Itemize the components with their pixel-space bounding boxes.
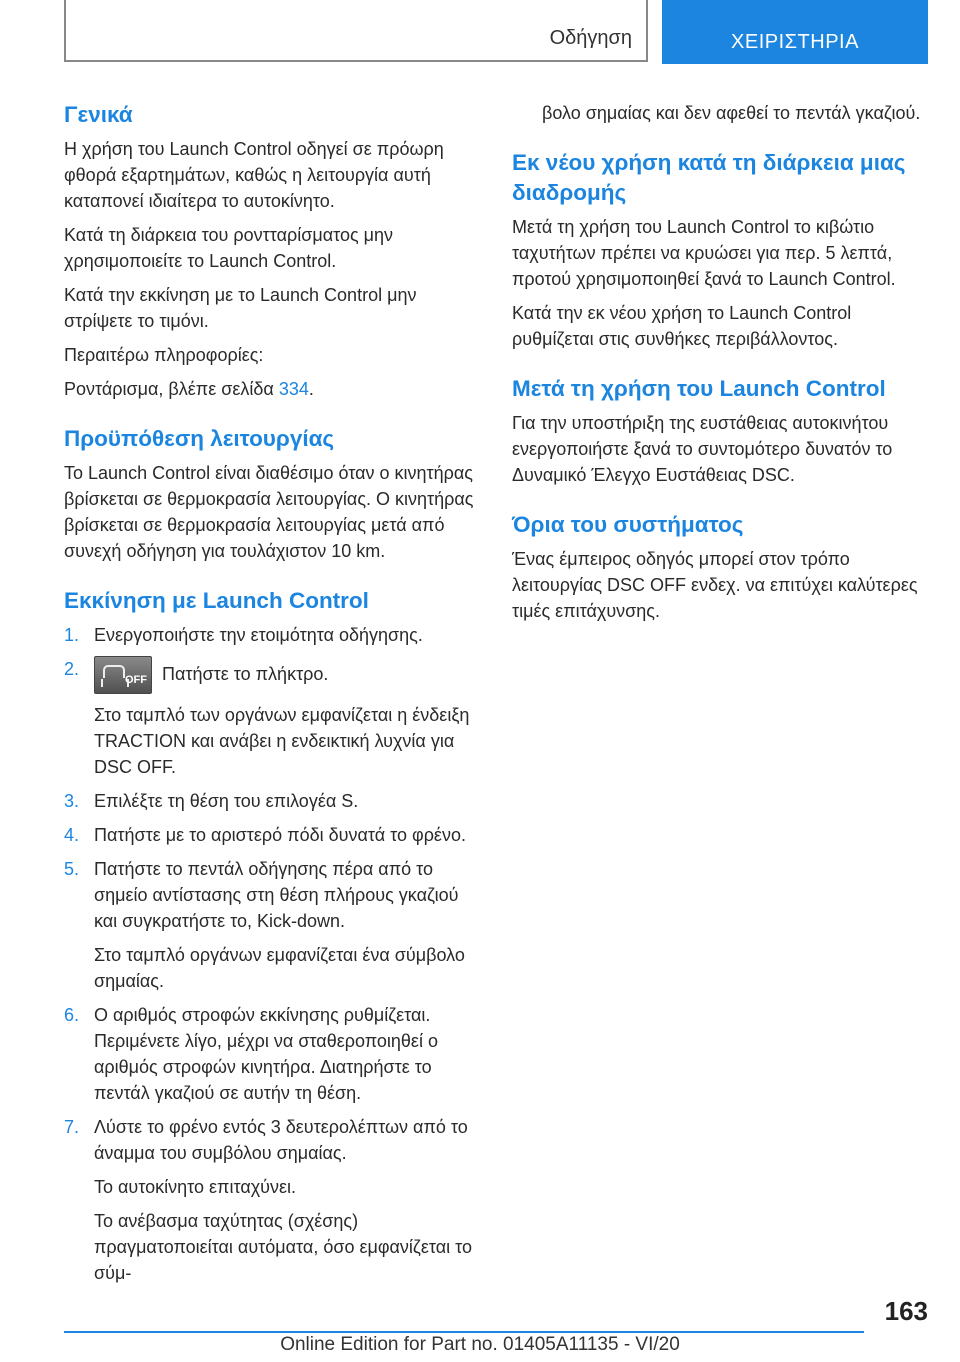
footer-divider [64,1331,864,1333]
step-note: Στο ταμπλό των οργάνων εμφανίζεται η ένδειξη TRACTION και ανάβει η ενδεικτική λυχνία για DSC OFF. [94,705,470,777]
limits-heading: Όρια του συστήματος [512,512,744,537]
continued-text [512,100,932,126]
step-text-row [94,656,484,694]
general-p5-text: Ροντάρισμα, βλέπε σελίδα [64,379,274,399]
page-number: 163 [884,1296,928,1326]
general-p1: Η χρήση του Launch Control οδηγεί σε πρόωρη φθορά εξαρτημάτων, καθώς η λειτουργία αυτή καταπονεί ιδιαίτερα το αυτοκίνητο. [64,139,444,211]
step-5 [64,856,484,994]
step-number: 1. [64,625,80,645]
step-number: 4. [64,825,80,845]
step-text: Επιλέξτε τη θέση του επιλογέα S. [94,791,359,811]
step-text: Πατήστε το πλήκτρο. [162,663,329,684]
step-text: Λύστε το φρένο εντός 3 δευτερολέπτων από το άναμμα του συμβόλου σημαίας. [94,1117,468,1163]
step-2 [64,656,484,780]
step-4 [64,822,484,848]
general-p4: Περαιτέρω πληροφορίες: [64,345,264,365]
page-header [64,0,928,64]
step-number: 7. [64,1117,80,1137]
chapter-tab [64,0,648,62]
step-number: 5. [64,859,80,879]
step-text: Πατήστε το πεντάλ οδήγησης πέρα από το σημείο αντίστασης στη θέση πλήρους γκαζιού και συγκρατήστε το, Kick-down. [94,859,459,931]
right-column [512,100,932,646]
step-number: 6. [64,1005,80,1025]
continued-p: βολο σημαίας και δεν αφεθεί το πεντάλ γκαζιού. [542,103,921,123]
general-p2: Κατά τη διάρκεια του ροντταρίσματος μην χρησιμοποιείτε το Launch Control. [64,225,394,271]
section-label: ΧΕΙΡΙΣΤΗΡΙΑ [731,31,859,53]
after-heading: Μετά τη χρήση του Launch Control [512,376,886,401]
step-number: 2. [64,659,80,679]
chapter-label: Οδήγηση [549,27,632,49]
after-p1: Για την υποστήριξη της ευστάθειας αυτοκινήτου ενεργοποιήστε ξανά το συντομότερο δυνατόν το Δυναμικό Έλεγχο Ευστάθειας DSC. [512,413,893,485]
prereq-p1: Το Launch Control είναι διαθέσιμο όταν ο κινητήρας βρίσκεται σε θερμοκρασία λειτουργίας. Ο κινητήρας βρίσκεται σε θερμοκρασία λειτουργίας μετά από συνεχή οδήγηση για τουλάχιστον 10 km. [64,463,474,561]
limits-p1: Ένας έμπειρος οδηγός μπορεί στον τρόπο λειτουργίας DSC OFF ενδεχ. να επιτύχει καλύτερες τιμές επιτάχυνσης. [512,549,918,621]
start-heading: Εκκίνηση με Launch Control [64,588,369,613]
left-column [64,100,484,1308]
general-p5 [64,376,484,402]
prereq-section [64,424,484,564]
step-note: Στο ταμπλό οργάνων εμφανίζεται ένα σύμβολο σημαίας. [94,945,465,991]
prereq-heading: Προϋπόθεση λειτουργίας [64,426,335,451]
page-link[interactable]: 334 [278,379,309,399]
reuse-p2: Κατά την εκ νέου χρήση το Launch Control ρυθμίζεται στις συνθήκες περιβάλλοντος. [512,303,852,349]
limits-section [512,510,932,624]
general-heading: Γενικά [64,102,133,127]
reuse-section [512,148,932,352]
step-3 [64,788,484,814]
after-section [512,374,932,488]
general-p3: Κατά την εκκίνηση με το Launch Control μην στρίψετε το τιμόνι. [64,285,417,331]
car-skid-icon [103,665,125,678]
step-text: Ενεργοποιήστε την ετοιμότητα οδήγησης. [94,625,423,645]
section-tab [662,0,928,64]
step-text: Πατήστε με το αριστερό πόδι δυνατά το φρένο. [94,825,466,845]
steps-list [64,622,484,1286]
step-7 [64,1114,484,1286]
step-1 [64,622,484,648]
footer-edition: Online Edition for Part no. 01405A11135 - VI/20 [280,1334,680,1355]
step-6 [64,1002,484,1106]
reuse-heading: Εκ νέου χρήση κατά τη διάρκεια μιας διαδρομής [512,150,906,205]
reuse-p1: Μετά τη χρήση του Launch Control το κιβώτιο ταχυτήτων πρέπει να κρυώσει για περ. 5 λεπτά, προτού χρησιμοποιηθεί ξανά το Launch Control. [512,217,896,289]
off-label: OFF [125,674,147,686]
general-section [64,100,484,402]
start-section [64,586,484,1286]
step-note: Το αυτοκίνητο επιταχύνει. [94,1177,297,1197]
dsc-off-button-icon [94,656,152,694]
step-note-2: Το ανέβασμα ταχύτητας (σχέσης) πραγματοποιείται αυτόματα, όσο εμφανίζεται το σύμ- [94,1211,473,1283]
period: . [308,379,314,399]
step-text: Ο αριθμός στροφών εκκίνησης ρυθμίζεται. Περιμένετε λίγο, μέχρι να σταθεροποιηθεί ο αριθμός στροφών κινητήρα. Διατηρήστε το πεντάλ γκαζιού σε αυτήν τη θέση. [94,1005,438,1103]
step-number: 3. [64,791,80,811]
